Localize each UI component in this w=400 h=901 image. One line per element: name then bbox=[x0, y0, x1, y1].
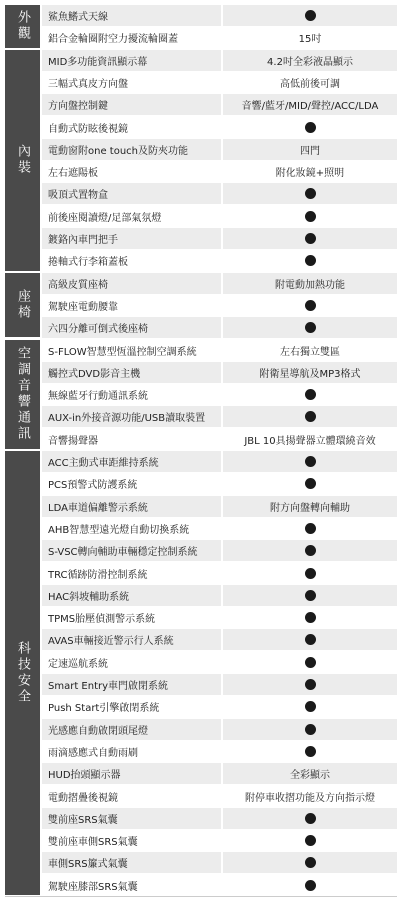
feature-value-cell bbox=[223, 250, 397, 271]
feature-value-cell bbox=[223, 674, 397, 695]
feature-name: 自動式防眩後視鏡 bbox=[42, 117, 221, 138]
feature-name: 雙前座車側SRS氣囊 bbox=[42, 830, 221, 851]
standard-equipment-dot-icon bbox=[305, 322, 316, 333]
spec-row bbox=[42, 830, 397, 851]
feature-name: 雨滴感應式自動雨刷 bbox=[42, 741, 221, 762]
feature-name: 鍍鉻內車門把手 bbox=[42, 228, 221, 249]
feature-name: TRC循跡防滑控制系統 bbox=[42, 563, 221, 584]
feature-name: AUX-in外接音源功能/USB讀取裝置 bbox=[42, 406, 221, 427]
standard-equipment-dot-icon bbox=[305, 188, 316, 199]
standard-equipment-dot-icon bbox=[305, 679, 316, 690]
standard-equipment-dot-icon bbox=[305, 590, 316, 601]
spec-row bbox=[42, 161, 397, 182]
standard-equipment-dot-icon bbox=[305, 813, 316, 824]
feature-name: S-VSC轉向輔助車輛穩定控制系統 bbox=[42, 540, 221, 561]
feature-value: 音響/藍牙/MID/聲控/ACC/LDA bbox=[223, 94, 397, 115]
standard-equipment-dot-icon bbox=[305, 10, 316, 21]
feature-name: Smart Entry車門啟閉系統 bbox=[42, 674, 221, 695]
feature-value-cell bbox=[223, 406, 397, 427]
feature-name: 吸頂式置物盒 bbox=[42, 183, 221, 204]
spec-row bbox=[42, 384, 397, 405]
spec-row bbox=[42, 429, 397, 450]
spec-row bbox=[42, 139, 397, 160]
standard-equipment-dot-icon bbox=[305, 612, 316, 623]
feature-name: MID多功能資訊顯示幕 bbox=[42, 50, 221, 71]
standard-equipment-dot-icon bbox=[305, 857, 316, 868]
feature-value-cell bbox=[223, 696, 397, 717]
spec-row bbox=[42, 27, 397, 48]
feature-name: 前後座閱讀燈/足部氣氛燈 bbox=[42, 206, 221, 227]
feature-name: 光感應自動啟閉頭尾燈 bbox=[42, 719, 221, 740]
feature-name: 三幅式真皮方向盤 bbox=[42, 72, 221, 93]
standard-equipment-dot-icon bbox=[305, 523, 316, 534]
feature-name: 左右遮陽板 bbox=[42, 161, 221, 182]
spec-row bbox=[42, 228, 397, 249]
feature-name: 駕駛座電動腰靠 bbox=[42, 295, 221, 316]
feature-value: 附電動加熱功能 bbox=[223, 273, 397, 294]
spec-row bbox=[42, 362, 397, 383]
feature-value-cell bbox=[223, 295, 397, 316]
feature-value-cell bbox=[223, 585, 397, 606]
feature-value-cell bbox=[223, 875, 397, 896]
feature-name: HUD抬頭顯示器 bbox=[42, 763, 221, 784]
feature-value-cell bbox=[223, 741, 397, 762]
feature-name: 雙前座SRS氣囊 bbox=[42, 808, 221, 829]
spec-row bbox=[42, 317, 397, 338]
standard-equipment-dot-icon bbox=[305, 657, 316, 668]
spec-row bbox=[42, 117, 397, 138]
feature-name: 鋁合金輪圈附空力擾流輪圈蓋 bbox=[42, 27, 221, 48]
spec-row bbox=[42, 496, 397, 517]
spec-row bbox=[42, 585, 397, 606]
category-label: 外觀 bbox=[5, 5, 40, 48]
feature-value-cell bbox=[223, 563, 397, 584]
feature-name: 觸控式DVD影音主機 bbox=[42, 362, 221, 383]
feature-name: 音響揚聲器 bbox=[42, 429, 221, 450]
feature-value-cell bbox=[223, 451, 397, 472]
feature-value-cell bbox=[223, 5, 397, 26]
standard-equipment-dot-icon bbox=[305, 411, 316, 422]
feature-name: S-FLOW智慧型恆溫控制空調系統 bbox=[42, 340, 221, 361]
spec-row bbox=[42, 5, 397, 26]
feature-name: TPMS胎壓偵測警示系統 bbox=[42, 607, 221, 628]
feature-value-cell bbox=[223, 384, 397, 405]
feature-value: 附化妝鏡+照明 bbox=[223, 161, 397, 182]
standard-equipment-dot-icon bbox=[305, 255, 316, 266]
spec-row bbox=[42, 563, 397, 584]
feature-value-cell bbox=[223, 808, 397, 829]
standard-equipment-dot-icon bbox=[305, 880, 316, 891]
feature-value-cell bbox=[223, 317, 397, 338]
table-bottom-rule bbox=[5, 896, 397, 897]
feature-value-cell bbox=[223, 540, 397, 561]
feature-name: AVAS車輛接近警示行人系統 bbox=[42, 629, 221, 650]
spec-row bbox=[42, 72, 397, 93]
spec-row bbox=[42, 674, 397, 695]
standard-equipment-dot-icon bbox=[305, 545, 316, 556]
spec-row bbox=[42, 273, 397, 294]
spec-row bbox=[42, 763, 397, 784]
spec-row bbox=[42, 183, 397, 204]
feature-name: 無線藍牙行動通訊系統 bbox=[42, 384, 221, 405]
feature-value: JBL 10具揚聲器立體環繞音效 bbox=[223, 429, 397, 450]
spec-row bbox=[42, 50, 397, 71]
feature-value-cell bbox=[223, 852, 397, 873]
category-label: 座椅 bbox=[5, 273, 40, 338]
feature-name: 高級皮質座椅 bbox=[42, 273, 221, 294]
feature-value: 高低前後可調 bbox=[223, 72, 397, 93]
spec-row bbox=[42, 295, 397, 316]
feature-value-cell bbox=[223, 228, 397, 249]
spec-row bbox=[42, 786, 397, 807]
category-label: 科技安全 bbox=[5, 451, 40, 895]
feature-value-cell bbox=[223, 607, 397, 628]
standard-equipment-dot-icon bbox=[305, 701, 316, 712]
feature-value: 附衛星導航及MP3格式 bbox=[223, 362, 397, 383]
standard-equipment-dot-icon bbox=[305, 724, 316, 735]
standard-equipment-dot-icon bbox=[305, 389, 316, 400]
category-label: 內裝 bbox=[5, 50, 40, 271]
feature-value: 15吋 bbox=[223, 27, 397, 48]
spec-row bbox=[42, 473, 397, 494]
feature-name: 六四分離可倒式後座椅 bbox=[42, 317, 221, 338]
spec-row bbox=[42, 540, 397, 561]
feature-name: 捲軸式行李箱蓋板 bbox=[42, 250, 221, 271]
feature-name: ACC主動式車距維持系統 bbox=[42, 451, 221, 472]
feature-value-cell bbox=[223, 183, 397, 204]
feature-value: 左右獨立雙區 bbox=[223, 340, 397, 361]
standard-equipment-dot-icon bbox=[305, 211, 316, 222]
spec-row bbox=[42, 652, 397, 673]
spec-row bbox=[42, 206, 397, 227]
feature-value-cell bbox=[223, 206, 397, 227]
feature-name: 方向盤控制鍵 bbox=[42, 94, 221, 115]
feature-value-cell bbox=[223, 117, 397, 138]
spec-row bbox=[42, 451, 397, 472]
feature-name: LDA車道偏離警示系統 bbox=[42, 496, 221, 517]
spec-row bbox=[42, 852, 397, 873]
spec-row bbox=[42, 607, 397, 628]
spec-row bbox=[42, 719, 397, 740]
feature-name: PCS預警式防護系統 bbox=[42, 473, 221, 494]
spec-row bbox=[42, 696, 397, 717]
feature-value: 4.2吋全彩液晶顯示 bbox=[223, 50, 397, 71]
feature-name: 電動摺疊後視鏡 bbox=[42, 786, 221, 807]
feature-value: 四門 bbox=[223, 139, 397, 160]
feature-value-cell bbox=[223, 518, 397, 539]
feature-name: HAC斜坡輔助系統 bbox=[42, 585, 221, 606]
standard-equipment-dot-icon bbox=[305, 300, 316, 311]
spec-row bbox=[42, 518, 397, 539]
standard-equipment-dot-icon bbox=[305, 233, 316, 244]
spec-row bbox=[42, 340, 397, 361]
feature-value-cell bbox=[223, 652, 397, 673]
feature-name: 駕駛座膝部SRS氣囊 bbox=[42, 875, 221, 896]
spec-row bbox=[42, 629, 397, 650]
standard-equipment-dot-icon bbox=[305, 456, 316, 467]
standard-equipment-dot-icon bbox=[305, 568, 316, 579]
spec-row bbox=[42, 741, 397, 762]
spec-row bbox=[42, 250, 397, 271]
feature-value-cell bbox=[223, 473, 397, 494]
feature-value: 附方向盤轉向輔助 bbox=[223, 496, 397, 517]
feature-name: 電動窗附one touch及防夾功能 bbox=[42, 139, 221, 160]
spec-row bbox=[42, 808, 397, 829]
category-label: 空調音響通訊 bbox=[5, 340, 40, 450]
standard-equipment-dot-icon bbox=[305, 835, 316, 846]
feature-name: AHB智慧型遠光燈自動切換系統 bbox=[42, 518, 221, 539]
standard-equipment-dot-icon bbox=[305, 122, 316, 133]
spec-row bbox=[42, 94, 397, 115]
standard-equipment-dot-icon bbox=[305, 746, 316, 757]
feature-value-cell bbox=[223, 719, 397, 740]
feature-name: 車側SRS簾式氣囊 bbox=[42, 852, 221, 873]
feature-name: 定速巡航系統 bbox=[42, 652, 221, 673]
feature-value-cell bbox=[223, 830, 397, 851]
standard-equipment-dot-icon bbox=[305, 634, 316, 645]
feature-value-cell bbox=[223, 629, 397, 650]
feature-name: 鯊魚鰭式天線 bbox=[42, 5, 221, 26]
standard-equipment-dot-icon bbox=[305, 478, 316, 489]
feature-value: 附停車收摺功能及方向指示燈 bbox=[223, 786, 397, 807]
feature-name: Push Start引擎啟閉系統 bbox=[42, 696, 221, 717]
spec-row bbox=[42, 406, 397, 427]
spec-row bbox=[42, 875, 397, 896]
feature-value: 全彩顯示 bbox=[223, 763, 397, 784]
